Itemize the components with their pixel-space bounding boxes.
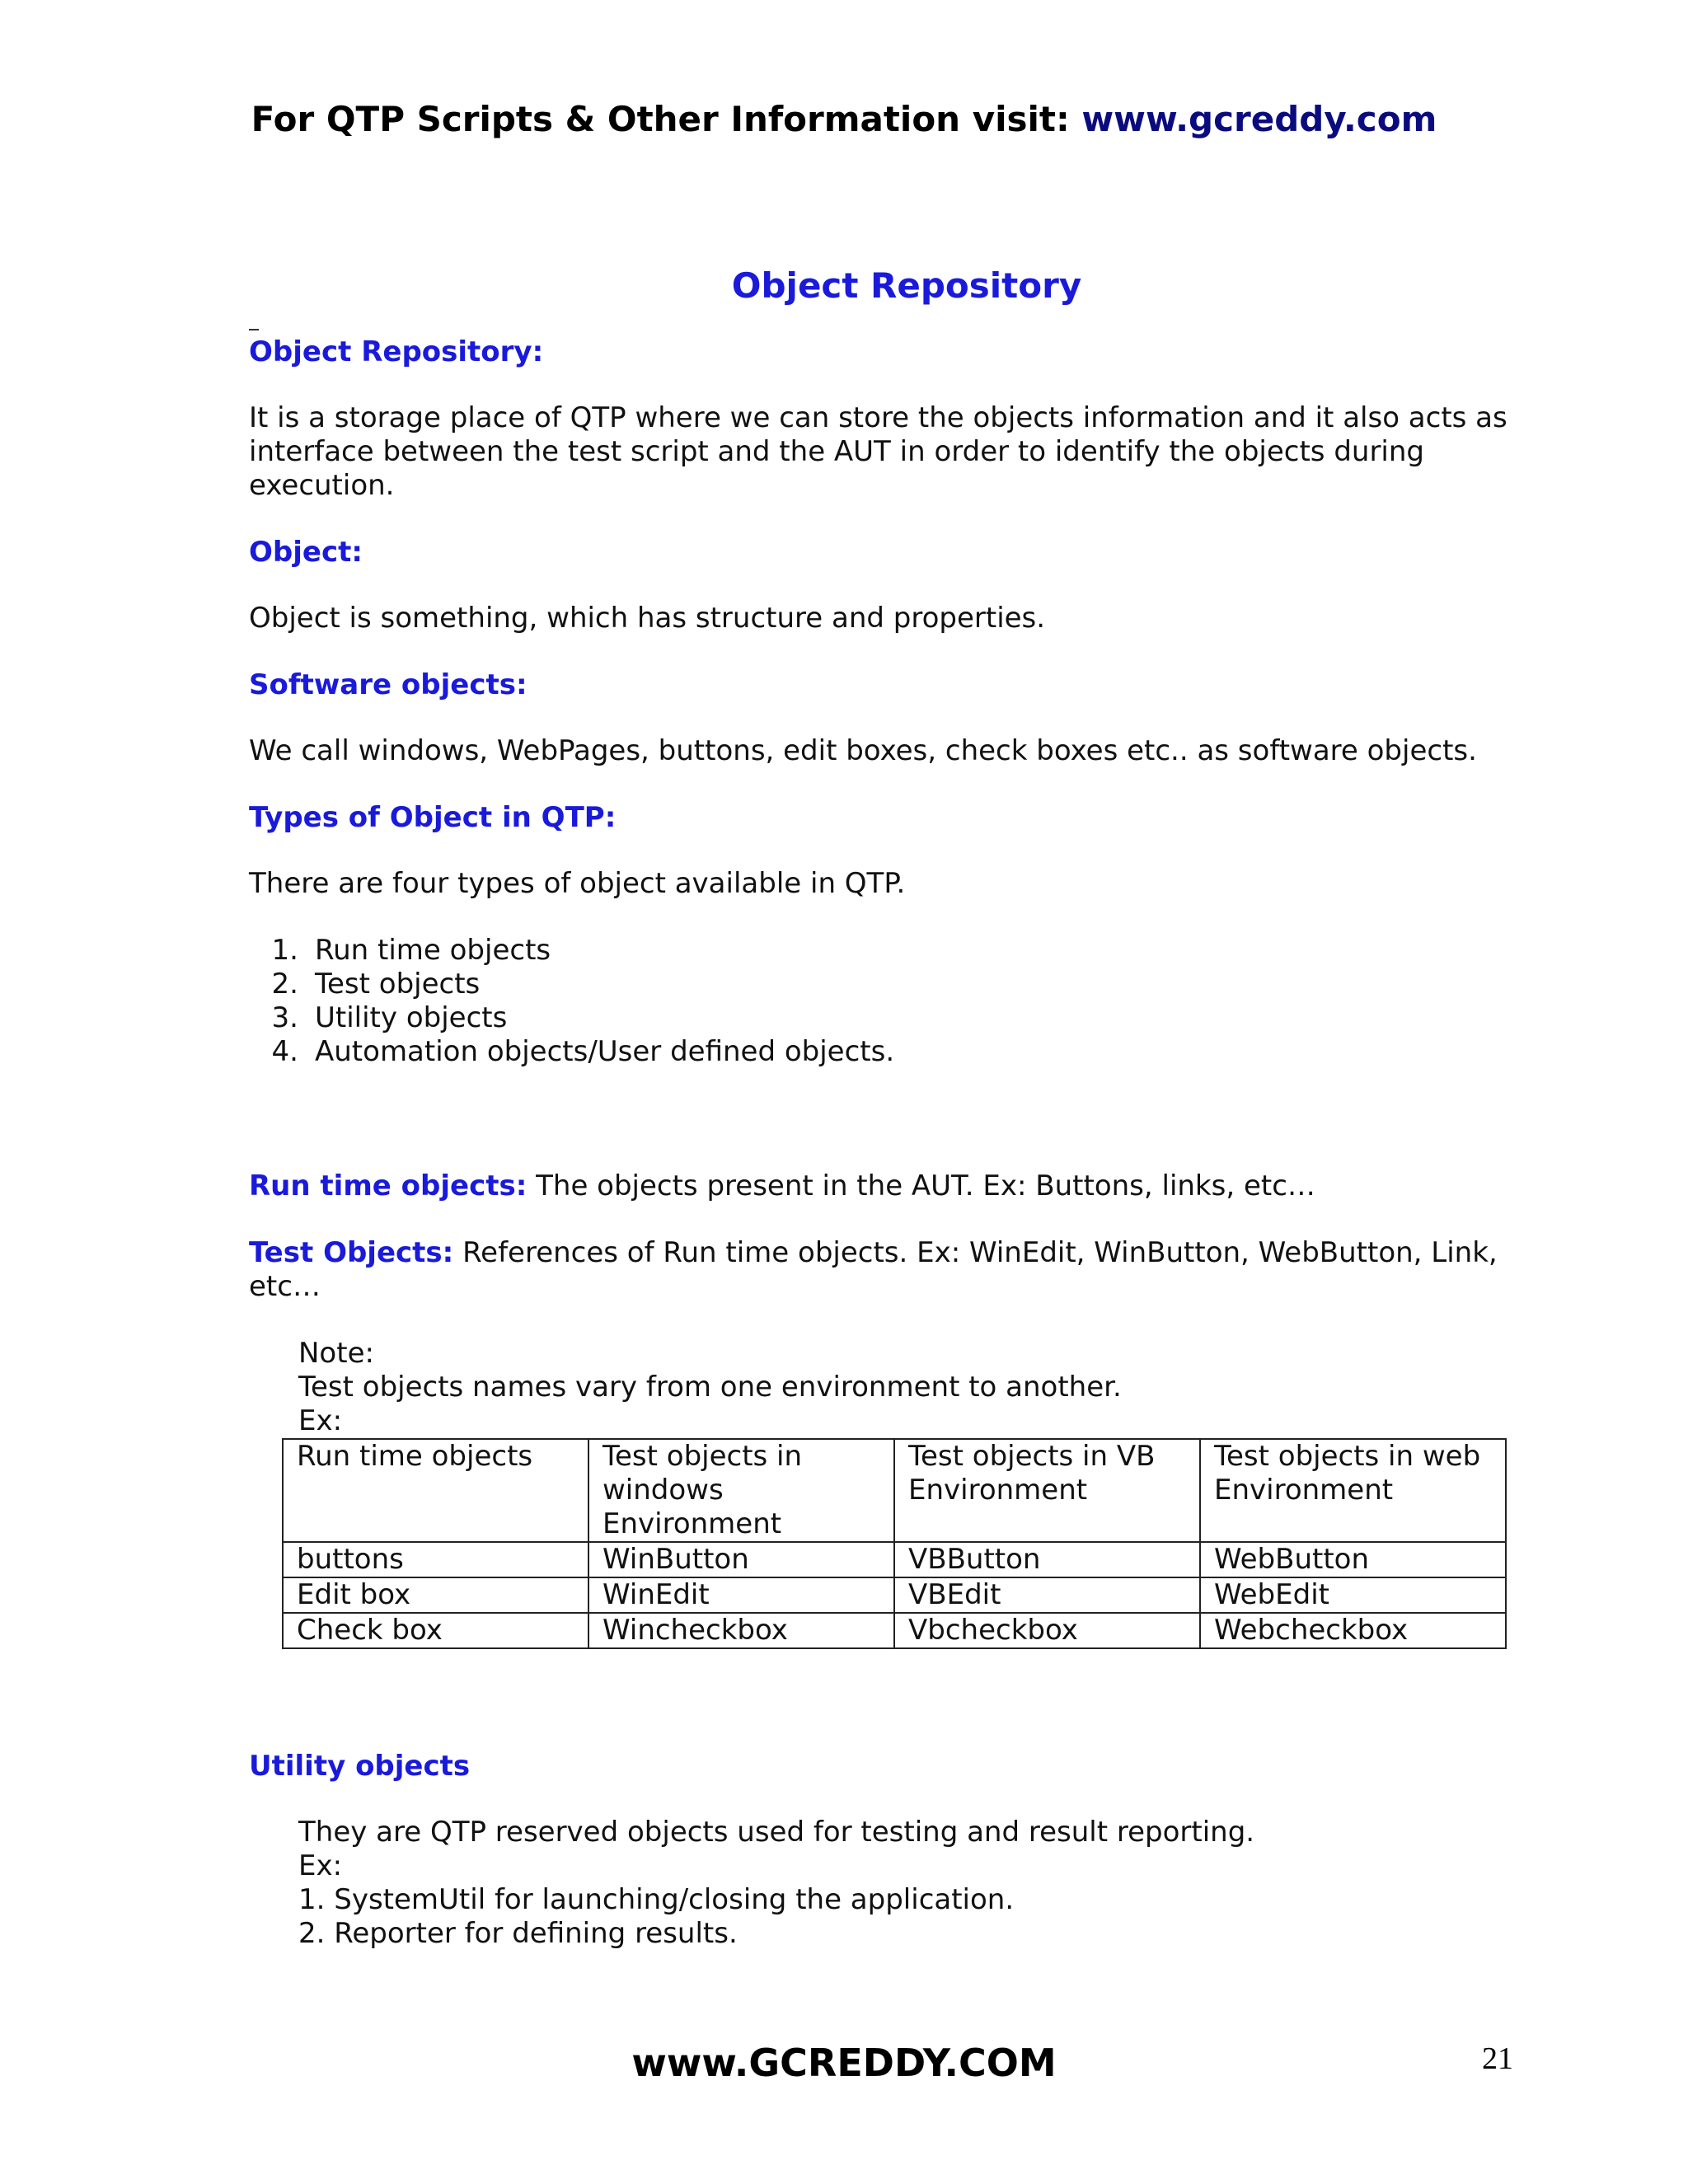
- table-row: [283, 1613, 1506, 1648]
- note-text: Test objects names vary from one environment to another.: [298, 1371, 1122, 1404]
- table-row: [283, 1542, 1506, 1577]
- list-item: 1. Run time objects: [271, 934, 551, 967]
- page-header: [0, 99, 1688, 139]
- table-cell: WebButton: [1200, 1542, 1506, 1577]
- table-cell: Wincheckbox: [588, 1613, 894, 1648]
- utility-example-2: 2. Reporter for defining results.: [298, 1917, 738, 1950]
- heading-software-objects: Software objects:: [249, 668, 528, 701]
- page-footer-url[interactable]: www.GCREDDY.COM: [631, 2041, 1057, 2085]
- paragraph-object: Object is something, which has structure and properties.: [249, 602, 1046, 635]
- paragraph-run-time-objects: Run time objects: The objects present in the AUT. Ex: Buttons, links, etc…: [249, 1169, 1315, 1202]
- header-prefix: For QTP Scripts & Other Information visit:: [251, 99, 1082, 139]
- test-objects-table: [282, 1438, 1507, 1649]
- list-item: 2. Test objects: [271, 968, 481, 1001]
- page-number: 21: [1482, 2041, 1513, 2076]
- utility-example-label: Ex:: [298, 1849, 343, 1882]
- table-cell: Check box: [283, 1613, 588, 1648]
- heading-utility-objects: Utility objects: [249, 1750, 471, 1783]
- note-block: [249, 1337, 1518, 1438]
- header-url-link[interactable]: www.gcreddy.com: [1081, 99, 1437, 139]
- stray-mark: [249, 329, 259, 330]
- table-row: [283, 1577, 1506, 1613]
- table-cell: WebEdit: [1200, 1577, 1506, 1613]
- table-cell: buttons: [283, 1542, 588, 1577]
- paragraph-types-of-object: There are four types of object available in QTP.: [249, 867, 906, 900]
- table-header-cell: Test objects in windows Environment: [588, 1439, 894, 1542]
- table-cell: Edit box: [283, 1577, 588, 1613]
- table-cell: Vbcheckbox: [894, 1613, 1200, 1648]
- document-body: [249, 265, 1518, 1951]
- utility-objects-block: [249, 1816, 1518, 1951]
- paragraph-software-objects: We call windows, WebPages, buttons, edit boxes, check boxes etc.. as software objects.: [249, 734, 1477, 767]
- utility-example-1: 1. SystemUtil for launching/closing the application.: [298, 1883, 1015, 1916]
- paragraph-object-repository: It is a storage place of QTP where we can store the objects information and it also acts as interface between the test script and the AUT in order to identify the objects during execution.: [249, 401, 1507, 502]
- table-cell: VBEdit: [894, 1577, 1200, 1613]
- label-run-time-objects: Run time objects:: [249, 1169, 528, 1202]
- list-item: 4. Automation objects/User defined objects.: [271, 1035, 895, 1068]
- heading-types-of-object: Types of Object in QTP:: [249, 801, 617, 834]
- note-label: Note:: [298, 1337, 374, 1370]
- heading-object-repository: Object Repository:: [249, 335, 544, 368]
- table-header-cell: Test objects in web Environment: [1200, 1439, 1506, 1542]
- table-cell: WinEdit: [588, 1577, 894, 1613]
- table-cell: Webcheckbox: [1200, 1613, 1506, 1648]
- table-header-cell: Test objects in VB Environment: [894, 1439, 1200, 1542]
- paragraph-test-objects: Test Objects: References of Run time objects. Ex: WinEdit, WinButton, WebButton, Link, etc…: [249, 1236, 1498, 1303]
- heading-object: Object:: [249, 536, 363, 569]
- object-types-list: [249, 934, 1518, 1069]
- table-header-cell: Run time objects: [283, 1439, 588, 1542]
- table-header-row: [283, 1439, 1506, 1542]
- list-item: 3. Utility objects: [271, 1001, 508, 1034]
- example-label: Ex:: [298, 1404, 343, 1437]
- page-title: Object Repository: [731, 265, 1082, 306]
- table-cell: VBButton: [894, 1542, 1200, 1577]
- label-test-objects: Test Objects:: [249, 1236, 454, 1269]
- utility-description: They are QTP reserved objects used for testing and result reporting.: [298, 1816, 1255, 1849]
- table-cell: WinButton: [588, 1542, 894, 1577]
